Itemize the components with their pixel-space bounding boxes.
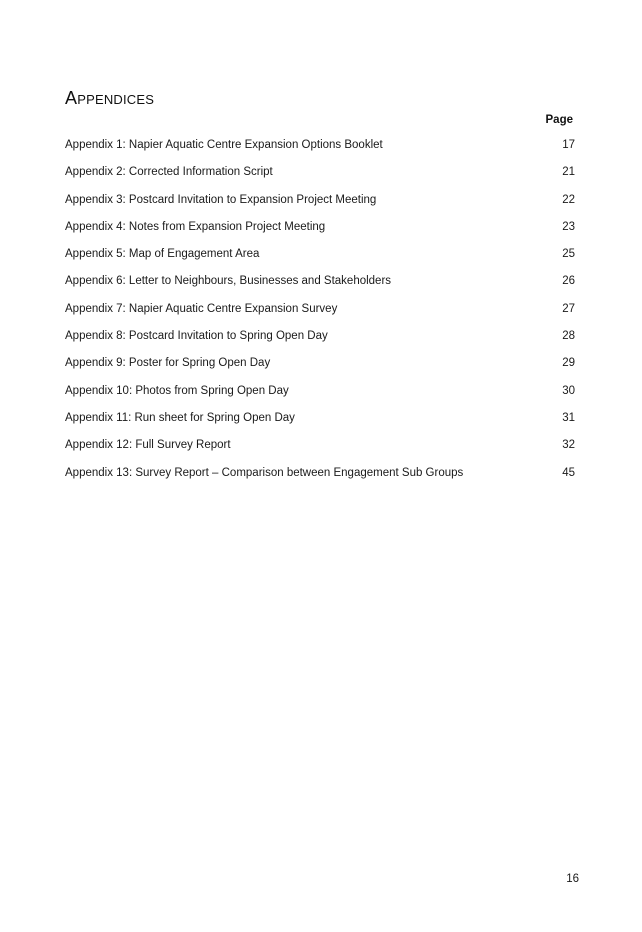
appendix-title: Appendix 5: Map of Engagement Area (65, 248, 260, 261)
appendix-entry (65, 139, 575, 166)
appendix-entry (65, 303, 575, 330)
appendix-title: Appendix 11: Run sheet for Spring Open Day (65, 411, 295, 424)
appendix-page-number: 22 (562, 193, 575, 206)
appendix-title: Appendix 9: Poster for Spring Open Day (65, 357, 271, 370)
appendix-title: Appendix 13: Survey Report – Comparison between Engagement Sub Groups (65, 466, 464, 479)
appendix-page-number: 30 (562, 384, 575, 397)
appendix-page-number: 32 (562, 439, 575, 452)
appendix-entry (65, 248, 575, 275)
appendix-entry (65, 467, 575, 494)
appendix-title: Appendix 3: Postcard Invitation to Expansion Project Meeting (65, 193, 377, 206)
appendix-entry (65, 330, 575, 357)
appendix-entry (65, 412, 575, 439)
page-number: 16 (566, 873, 579, 885)
appendix-title: Appendix 6: Letter to Neighbours, Businesses and Stakeholders (65, 275, 392, 288)
appendix-page-number: 29 (562, 357, 575, 370)
appendix-title: Appendix 2: Corrected Information Script (65, 166, 273, 179)
appendix-page-number: 31 (562, 411, 575, 424)
appendix-entry (65, 166, 575, 193)
appendix-title: Appendix 8: Postcard Invitation to Spring Open Day (65, 330, 328, 343)
appendix-page-number: 17 (562, 139, 575, 151)
appendix-entry (65, 357, 575, 384)
appendix-page-number: 26 (562, 275, 575, 288)
appendix-title: Appendix 7: Napier Aquatic Centre Expansion Survey (65, 302, 338, 315)
appendix-title: Appendix 10: Photos from Spring Open Day (65, 384, 289, 397)
appendix-entry (65, 221, 575, 248)
appendix-page-number: 28 (562, 330, 575, 343)
appendix-title: Appendix 12: Full Survey Report (65, 439, 231, 452)
appendix-entry (65, 439, 575, 466)
section-heading: Appendices (65, 88, 155, 108)
appendix-list (65, 139, 575, 494)
appendix-page-number: 45 (562, 466, 575, 479)
appendix-entry (65, 385, 575, 412)
appendix-page-number: 25 (562, 248, 575, 261)
page-column-label: Page (545, 114, 573, 126)
appendix-page-number: 27 (562, 302, 575, 315)
appendix-title: Appendix 4: Notes from Expansion Project Meeting (65, 220, 326, 233)
appendix-page-number: 21 (562, 166, 575, 179)
appendix-entry (65, 275, 575, 302)
appendix-page-number: 23 (562, 220, 575, 233)
appendix-title: Appendix 1: Napier Aquatic Centre Expansion Options Booklet (65, 139, 383, 151)
appendix-entry (65, 194, 575, 221)
